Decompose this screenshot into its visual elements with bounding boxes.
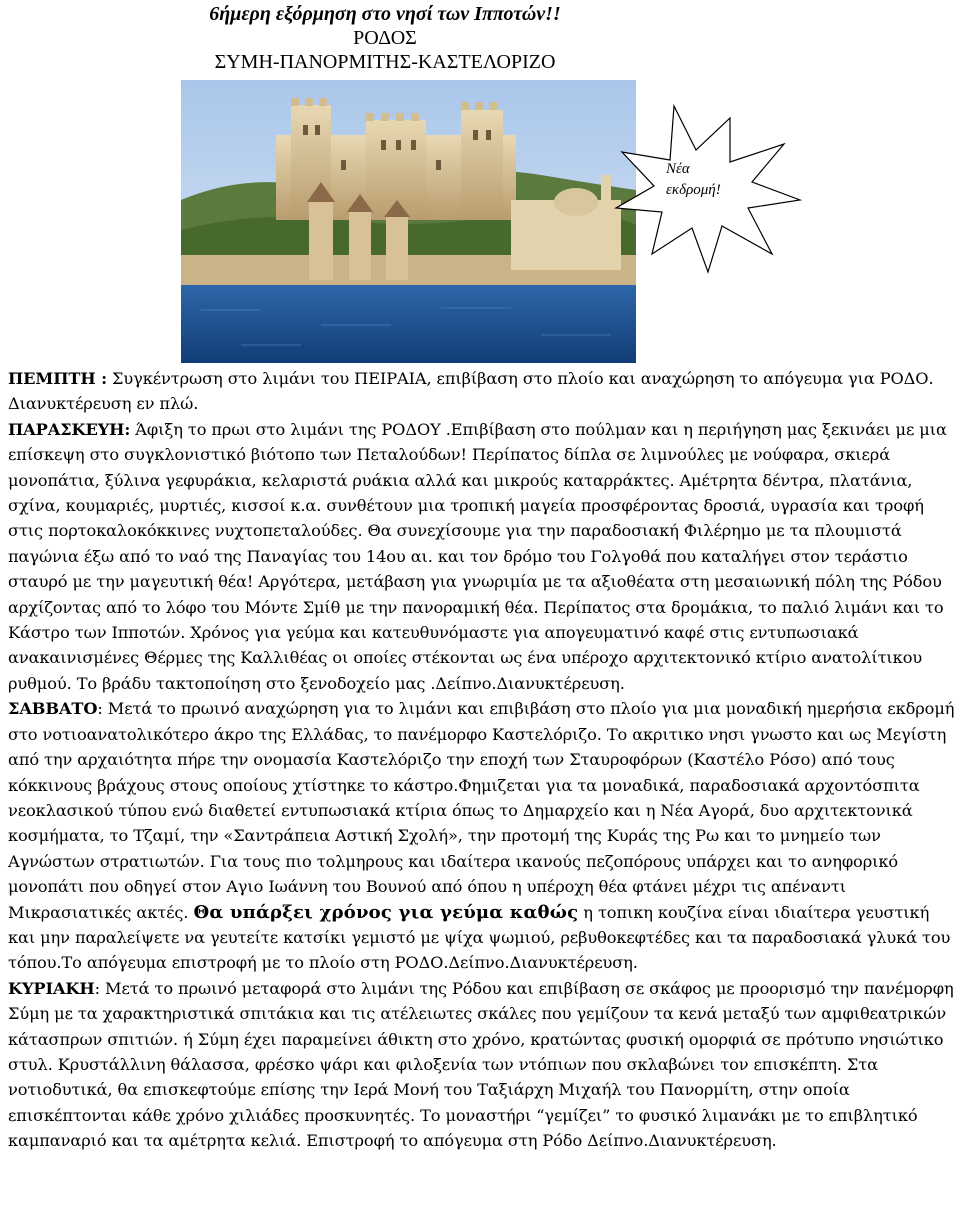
day-text: : Μετά το πρωινό μεταφορά στο λιμάνι της Ρόδου και επιβίβαση σε σκάφος με προορισμό την πανέμορφη Σύμη με τα χαρακτηριστικά σπιτάκια και τις ατέλειωτες σκάλες που γεμίζουν τα κενά μεταξύ των αμφιθεατρικών κάτασπρων σπιτιών. ή Σύμη έχει παραμείνει άθικτη στο χρόνο, κρατώντας φυσική ομορφιά σε πρότυπο νησιώτικο στυλ. Κρυστάλλινη θάλασσα, φρέσκο ψάρι και φιλοξενία των ντόπιων που σκλαβώνει τον επισκέπτη. Στα νοτιοδυτικά, θα επισκεφτούμε επίσης την Ιερά Μονή του Ταξιάρχη Μιχαήλ του Πανορμίτη, στην οποία επισκέπτονται κάθε χρόνο χιλιάδες προσκυνητές. Το μοναστήρι “γεμίζει” το φυσικό λιμανάκι με το επιβλητικό καμπαναριό και τα αμέτρητα κελιά. Επιστροφή το απόγευμα στη Ρόδο Δείπνο.Διανυκτέρευση. [8, 978, 954, 1151]
day-label: ΠΕΜΠΤΗ : [8, 369, 107, 388]
header-title: 6ήμερη εξόρμηση στο νησί των Ιπποτών!! [209, 3, 561, 25]
day-thursday [8, 366, 956, 417]
callout-line-1: Νέα [666, 161, 690, 177]
day-friday [8, 417, 956, 696]
callout-line-2: εκδρομή! [666, 182, 721, 198]
document-header [0, 2, 770, 74]
day-sunday [8, 976, 956, 1154]
day-label: ΣΑΒΒΑΤΟ [8, 699, 98, 719]
day-text: Συγκέντρωση στο λιμάνι του ΠΕΙΡΑΙΑ, επιβίβαση στο πλοίο και αναχώρηση το απόγευμα για ΡΟΔΟ. Διανυκτέρευση εν πλώ. [8, 369, 934, 414]
day-text-continued: η τοπικη κουζίνα είναι ιδιαίτερα γευστική και μην παραλείψετε να γευτείτε κατσίκι γεμιστό με ψίχα ψωμιού, ρεβυθοκεφτέδες και τα παραδοσιακά γλυκά του τόπου.Το απόγευμα επιστροφή με το πλοίο στη ΡΟΔΟ.Δείπνο.Διανυκτέρευση. [8, 902, 951, 973]
callout-text [666, 159, 756, 201]
day-label: ΠΑΡΑΣΚΕΥΗ: [8, 419, 131, 439]
day-text: Άφιξη το πρωι στο λιμάνι της ΡΟΔΟΥ .Επιβίβαση στο πούλμαν και η περιήγηση μας ξεκινάει με μια επίσκεψη στο συγκλονιστικό βιότοπο των Πεταλούδων! Περίπατος δίπλα σε λιμνούλες με νούφαρα, σκιερά μονοπάτια, ξύλινα γεφυράκια, κελαριστά ρυάκια αλλά και μικρούς καταρράκτες. Αμέτρητα δέντρα, πλατάνια, σχίνα, κουμαριές, μυρτιές, κισσοί κ.α. συνθέτουν μια τροπική μαγεία προσφέροντας δροσιά, υγρασία και τροφή στις πορτοκαλοκόκκινες νυχτοπεταλούδες. Θα συνεχίσουμε για την παραδοσιακή Φιλέρημο με τα πλουμιστά παγώνια έξω από το ναό της Παναγίας του 14ου αι. και τον δρόμο του Γολγοθά που καταλήγει στον τεράστιο σταυρό με την μαγευτική θέα! Αργότερα, μετάβαση για γνωριμία με τα αξιοθέατα στη μεσαιωνική πόλη της Ρόδου αρχίζοντας από το λόφο του Μόντε Σμίθ με την πανοραμική θέα. Περίπατος στα δρομάκια, το παλιό λιμάνι και το Κάστρο των Ιπποτών. Χρόνος για γεύμα και κατευθυνόμαστε για απογευματινό καφέ στις εντυπωσιακά ανακαινισμένες Θέρμες της Καλλιθέας οι οποίες στέκονται ως ένα υπέροχο αρχιτεκτονικό κτίριο ανατολίτικου ρυθμού. Το βράδυ τακτοποίηση στο ξενοδοχείο μας .Δείπνο.Διανυκτέρευση. [8, 419, 947, 693]
header-route: ΣΥΜΗ-ΠΑΝΟΡΜΙΤΗΣ-ΚΑΣΤΕΛΟΡΙΖΟ [214, 51, 556, 73]
day-label: ΚΥΡΙΑΚΗ [8, 978, 95, 998]
meal-highlight: Θα υπάρξει χρόνος για γεύμα καθώς [193, 901, 579, 923]
day-saturday [8, 696, 956, 975]
header-destination: ΡΟΔΟΣ [353, 27, 417, 49]
rhodes-castle-harbour-photo [181, 80, 636, 363]
itinerary-body [8, 366, 956, 1154]
day-text: : Μετά το πρωινό αναχώρηση για το λιμάνι και επιβιβάση στο πλοίο για μια μοναδική ημερήσια εκδρομή στο νοτιοανατολικότερο άκρο της Ελλάδας, το πανέμορφο Καστελόριζο. Το ακριτικο νησι γνωστο και ως Μεγίστη από την αρχαιότητα πήρε την ονομασία Καστελόριζο την εποχή των Σταυροφόρων (Καστέλο Ρόσο) από τους κόκκινους βράχους στους οποίους χτίστηκε το κάστρο.Φημιζεται για τα μοναδικά, παραδοσιακά αρχοντόσπιτα νεοκλασικού τύπου ενώ διαθετεί εντυπωσιακά κτίρια όπως το Δημαρχείο και η Νέα Αγορά, δυο αρχιτεκτονικά κοσμήματα, το Τζαμί, την «Σαντράπεια Αστική Σχολή», την προτομή της Κυράς της Ρω και το μνημείο των Αγνώστων στρατιωτών. Για τους πιο τολμηρους και ιδαίτερα ικανούς πεζοπόρους υπάρχει και το ανηφορικό μονοπάτι που οδηγεί στον Αγιο Ιωάννη του Βουνού από όπου η υπέροχη θέα φτάνει μέχρι τις απέναντι Μικρασιατικές ακτές. [8, 699, 955, 922]
